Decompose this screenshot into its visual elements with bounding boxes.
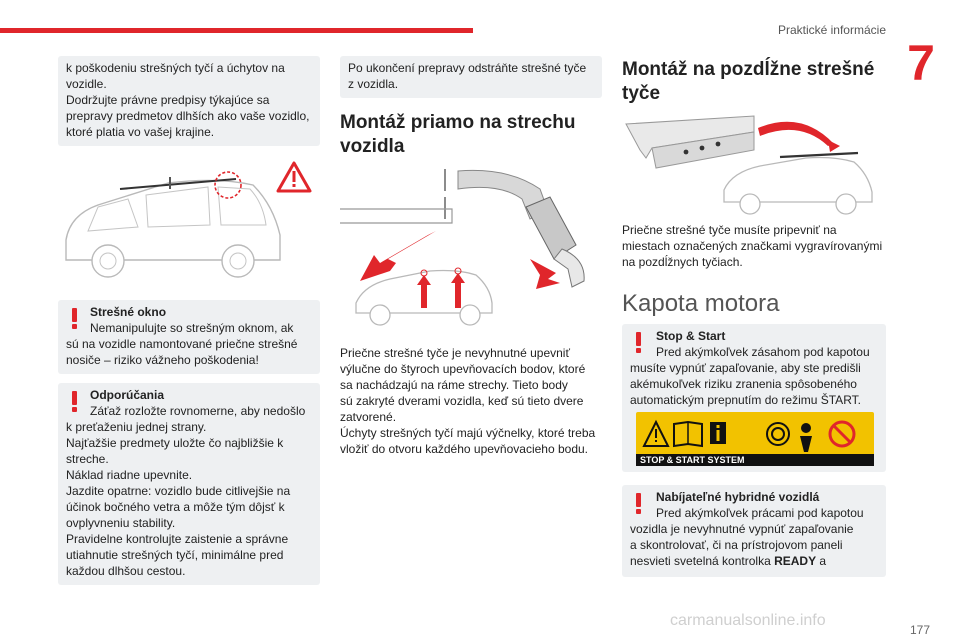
warning-icon [72, 391, 78, 411]
section-heading-longitudinal-bars: Montáž na pozdĺžne strešné tyče [622, 59, 875, 104]
section-title: Praktické informácie [777, 23, 886, 37]
stop-start-warning-label [636, 412, 874, 466]
car-roof-warning-illustration [58, 155, 320, 290]
warning-box-plugin-hybrid [622, 485, 886, 577]
body-text-longitudinal-bars: Priečne strešné tyče musíte pripevniť na miestach označených značkami vygravírovanými na pozdĺžnych tyčiach. [622, 223, 883, 269]
section-heading-bonnet: Kapota motora [622, 290, 780, 317]
watermark: carmanualsonline.info [670, 612, 826, 629]
warning-text-part: a [816, 554, 827, 568]
chapter-number: 7 [907, 35, 935, 91]
warning-icon [636, 493, 642, 513]
warning-text [630, 505, 878, 569]
section-heading-direct-roof: Montáž priamo na strechu vozidla [340, 112, 576, 157]
roof-mounting-points-illustration [340, 163, 602, 333]
warning-text-part: Pred akýmkoľvek prácami pod kapotou vozidla je nevyhnutné vypnúť zapaľovanie a skontrolovať, či na prístrojovom paneli nesvieti svetelná kontrolka [630, 506, 864, 568]
warning-title: Nabíjateľné hybridné vozidlá [656, 490, 820, 504]
warning-text: Nemanipulujte so strešným oknom, ak sú na vozidle namontované priečne strešné nosiče – riziko vážneho poškodenia! [66, 321, 298, 367]
info-box-text: Po ukončení prepravy odstráňte strešné tyče z vozidla. [348, 61, 587, 91]
warning-box-sunroof [58, 300, 320, 374]
ready-indicator-name: READY [774, 554, 817, 568]
longitudinal-bars-illustration [622, 110, 886, 215]
warning-box-recommendations [58, 383, 320, 585]
info-box-top-col2 [340, 56, 602, 98]
warning-title: Stop & Start [656, 329, 726, 343]
warning-text: Pred akýmkoľvek zásahom pod kapotou musíte vypnúť zapaľovanie, aby ste predišli akémukoľvek riziku zranenia spôsobeného automatickým prepnutím do režimu ŠTART. [630, 345, 870, 407]
warning-box-stop-start [622, 324, 886, 472]
body-text-direct-roof: Priečne strešné tyče je nevyhnutné upevniť výlučne do štyroch upevňovacích bodov, ktoré sa nachádzajú na ráme strechy. Tieto body sú zakryté dverami vozidla, keď sú tieto dvere zatvorené. Úchyty strešných tyčí majú výčnelky, ktoré treba vložiť do otvoru každého upevňovacieho bodu. [340, 346, 596, 456]
warning-title: Odporúčania [90, 388, 165, 402]
warning-icon [636, 332, 642, 352]
warning-title: Strešné okno [90, 305, 167, 319]
warning-text: Záťaž rozložte rovnomerne, aby nedošlo k preťaženiu jednej strany. Najťažšie predmety uložte čo najbližšie k streche. Náklad riadne upevnite. Jazdite opatrne: vozidlo bude citlivejšie na účinok bočného vetra a môže tým dôjsť k ovplyvneniu stability. Pravidelne kontrolujte zaistenie a správne utiahnutie strešných tyčí, minimálne pred každou dlhšou cestou. [66, 404, 306, 578]
info-box-text: k poškodeniu strešných tyčí a úchytov na vozidle. Dodržujte právne predpisy týkajúce sa prepravy predmetov dlhších ako vaše vozidlo, ktoré platia vo vašej krajine. [66, 61, 310, 139]
page-number: 177 [909, 623, 930, 637]
stop-start-label-text: STOP & START SYSTEM [640, 455, 745, 465]
warning-icon [72, 308, 78, 328]
info-box-top-col1 [58, 56, 320, 146]
top-accent-bar [0, 28, 473, 33]
